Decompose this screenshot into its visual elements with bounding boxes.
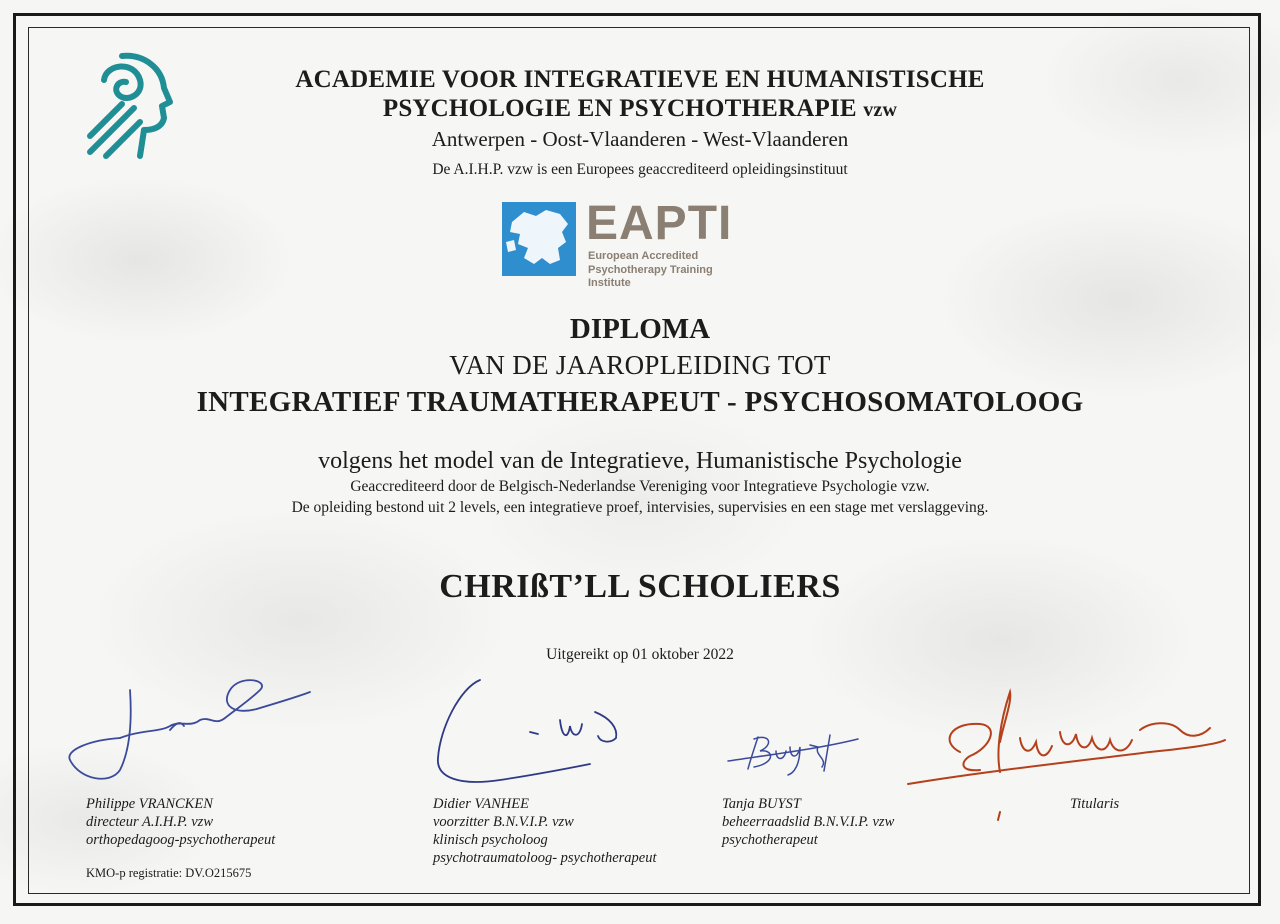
- accreditation-note: De A.I.H.P. vzw is een Europees geaccrediteerd opleidingsinstituut: [432, 161, 848, 178]
- eapti-subtitle-1: European Accredited: [588, 250, 699, 262]
- recipient-name: CHRIßT’LL SCHOLIERS: [439, 568, 841, 605]
- signature-buyst: [718, 715, 868, 785]
- course-composition: De opleiding bestond uit 2 levels, een integratieve proef, intervisies, supervisies en een stage met verslaggeving.: [291, 499, 989, 516]
- europe-map-icon: [502, 202, 576, 276]
- kmo-registration: KMO-p registratie: DV.O215675: [86, 866, 252, 880]
- signatory-name: Philippe VRANCKEN: [86, 796, 213, 812]
- signatory-name: Didier VANHEE: [433, 796, 529, 812]
- issue-date: Uitgereikt op 01 oktober 2022: [546, 646, 734, 663]
- institute-name-main: PSYCHOLOGIE EN PSYCHOTHERAPIE: [382, 95, 857, 122]
- diploma-heading: DIPLOMA: [569, 313, 711, 345]
- accredited-by: Geaccrediteerd door de Belgisch-Nederlandse Vereniging voor Integratieve Psychologie vzw.: [350, 478, 930, 495]
- signatory-role: voorzitter B.N.V.I.P. vzw: [433, 814, 574, 830]
- signature-titularis: [900, 672, 1230, 822]
- signatory-name: Titularis: [1070, 796, 1120, 812]
- regions: Antwerpen - Oost-Vlaanderen - West-Vlaanderen: [431, 127, 849, 151]
- signatory-3: [722, 795, 894, 849]
- diploma-title: INTEGRATIEF TRAUMATHERAPEUT - PSYCHOSOMATOLOOG: [196, 386, 1084, 418]
- signatory-role: directeur A.I.H.P. vzw: [86, 814, 213, 830]
- institute-name-line-2: [0, 95, 1280, 123]
- signatory-role: psychotraumatoloog- psychotherapeut: [433, 850, 657, 866]
- signatory-role: beheerraadslid B.N.V.I.P. vzw: [722, 814, 895, 830]
- signatory-role: psychotherapeut: [722, 832, 818, 848]
- signatory-2: [433, 795, 657, 867]
- diploma-model: volgens het model van de Integratieve, Humanistische Psychologie: [318, 448, 962, 474]
- europe-map-shape: [502, 202, 576, 276]
- eapti-subtitle-2: Psychotherapy Training Institute: [588, 264, 713, 289]
- signature-vrancken: [60, 660, 320, 800]
- signatory-role: klinisch psycholoog: [433, 832, 548, 848]
- institute-legal-form: vzw: [863, 99, 898, 121]
- signatory-1: [86, 795, 275, 849]
- eapti-logo: [502, 197, 756, 289]
- institute-name-line-1: ACADEMIE VOOR INTEGRATIEVE EN HUMANISTISCHE: [295, 66, 985, 93]
- signature-vanhee: [420, 668, 640, 798]
- signatory-name: Tanja BUYST: [722, 796, 801, 812]
- signatory-role: orthopedagoog-psychotherapeut: [86, 832, 276, 848]
- signatory-4: [1070, 795, 1119, 813]
- eapti-wordmark: EAPTI: [586, 197, 733, 250]
- diploma-subheading: VAN DE JAAROPLEIDING TOT: [449, 350, 831, 380]
